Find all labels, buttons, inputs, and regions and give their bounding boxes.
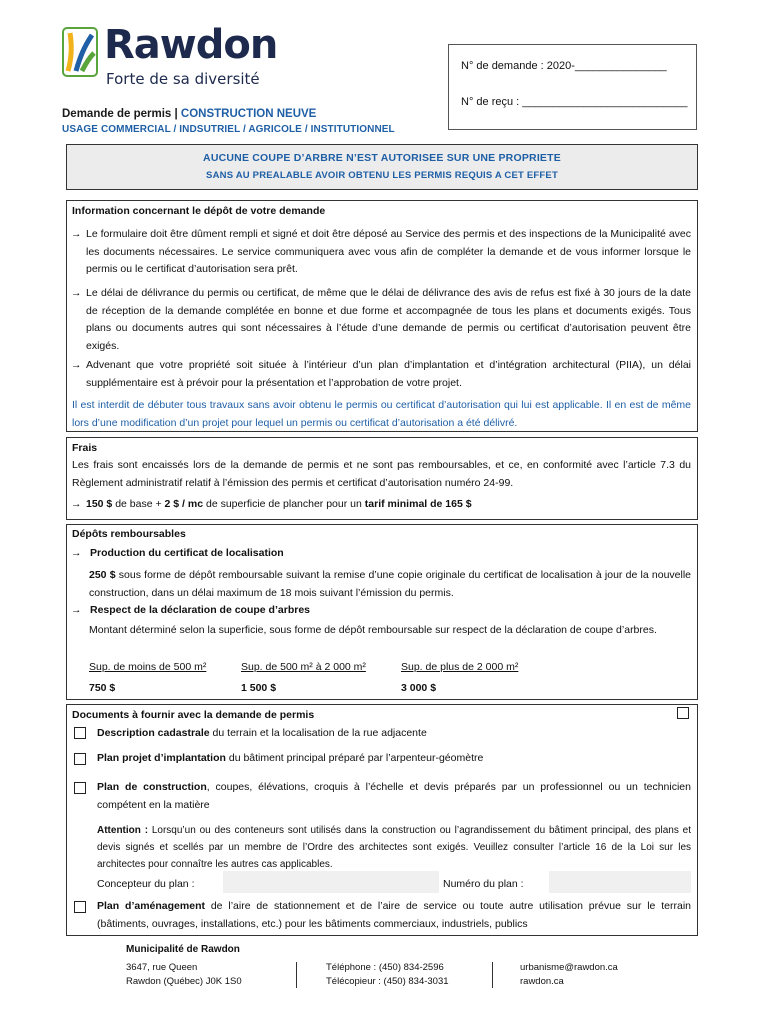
- deposits-section: [66, 524, 698, 700]
- tier-2-amount: 1 500 $: [241, 682, 277, 694]
- tier-2-label: Sup. de 500 m² à 2 000 m²: [241, 661, 366, 673]
- rawdon-logo-icon: [62, 27, 98, 77]
- doc-3-checkbox[interactable]: [74, 782, 86, 794]
- footer-contact: [520, 961, 618, 989]
- fees-section: [66, 437, 698, 520]
- info-section: [66, 200, 698, 432]
- designer-label: Concepteur du plan :: [97, 878, 195, 890]
- tier-3-label: Sup. de plus de 2 000 m²: [401, 661, 519, 673]
- logo-tagline: Forte de sa diversité: [106, 70, 260, 88]
- fees-heading: Frais: [72, 442, 98, 454]
- doc-1-checkbox[interactable]: [74, 727, 86, 739]
- tree-cutting-banner: AUCUNE COUPE D’ARBRE N’EST AUTORISEE SUR UNE PROPRIETE SANS AU PREALABLE AVOIR OBTENU LES PERMIS REQUIS A CET EFFET: [66, 144, 698, 190]
- footer-divider-1: [296, 962, 297, 988]
- doc-2-checkbox[interactable]: [74, 753, 86, 765]
- footer-website[interactable]: rawdon.ca: [520, 976, 564, 987]
- info-bullet-3: → Advenant que votre propriété soit située à l’intérieur d’un plan d’implantation et d’intégration architectural (PIIA), un délai supplémentaire est à prévoir pour la présentation et l’approbation de votre projet.: [71, 359, 691, 389]
- info-bullet-2: → Le délai de délivrance du permis ou certificat, de même que le délai de délivrance des avis de refus est fixé à 30 jours de la date de réception de la demande complétée en bonne et due forme et accompagnée de tous les plans et documents exigés. Tous plans ou documents autres qui sont nécessaires à l’étude d’une demande de permis ou certificat d’autorisation peuvent être exigés.: [71, 287, 691, 352]
- deposit-item-1-title: → Production du certificat de localisation: [71, 547, 284, 559]
- tier-1-amount: 750 $: [89, 682, 116, 694]
- info-heading: Information concernant le dépôt de votre demande: [72, 205, 326, 217]
- plan-number-input[interactable]: [549, 871, 691, 893]
- footer-email[interactable]: urbanisme@rawdon.ca: [520, 962, 618, 973]
- doc-4-checkbox[interactable]: [74, 901, 86, 913]
- deposits-heading: Dépôts remboursables: [72, 528, 186, 540]
- plan-number-label: Numéro du plan :: [443, 878, 524, 890]
- documents-section: [66, 704, 698, 936]
- deposit-item-1-text: 250 $ sous forme de dépôt remboursable suivant la remise d’une copie originale du certificat de localisation à jour de la nouvelle construction, dans un délai maximum de 18 mois suivant l’émission du permis.: [89, 569, 691, 599]
- doc-2-text: Plan projet d’implantation du bâtiment principal préparé par l’arpenteur-géomètre: [97, 752, 484, 764]
- tier-3-amount: 3 000 $: [401, 682, 437, 694]
- attention-note: Attention : Lorsqu’un ou des conteneurs sont utilisés dans la construction ou l’agrandissement du bâtiment principal, des plans et devis signés et scellés par un membre de l’Ordre des architectes sont exigés. Veuillez consulter l’article 16 de la Loi sur les architectes pour connaître les autres cas applicables.: [97, 825, 691, 870]
- tier-1-label: Sup. de moins de 500 m²: [89, 661, 207, 673]
- footer-phones: Téléphone : (450) 834-2596 Télécopieur : (450) 834-3031: [326, 962, 449, 987]
- form-title: Demande de permis | CONSTRUCTION NEUVE: [62, 108, 317, 120]
- footer-divider-2: [492, 962, 493, 988]
- form-subtitle: USAGE COMMERCIAL / INDSUTRIEL / AGRICOLE / INSTITUTIONNEL: [62, 124, 395, 135]
- documents-heading: Documents à fournir avec la demande de permis: [72, 709, 315, 721]
- form-type: CONSTRUCTION NEUVE: [180, 108, 317, 120]
- footer-address: 3647, rue Queen Rawdon (Québec) J0K 1S0: [126, 962, 242, 987]
- info-bullet-1: → Le formulaire doit être dûment rempli et signé et doit être déposé au Service des permis et des inspections de la Municipalité avec les documents nécessaires. Le service communiquera avec vous afin de compléter la demande et de vous informer lorsque le permis ou le certificat d’autorisation sera prêt.: [71, 228, 691, 275]
- footer-municipality: Municipalité de Rawdon: [126, 944, 240, 955]
- deposit-item-2-text: Montant déterminé selon la superficie, sous forme de dépôt remboursable sur respect de la déclaration de coupe d’arbres.: [89, 624, 657, 636]
- receipt-number-field[interactable]: N° de reçu : ___________________________: [461, 96, 688, 108]
- doc-1-text: Description cadastrale du terrain et la localisation de la rue adjacente: [97, 727, 427, 739]
- fees-text: Les frais sont encaissés lors de la demande de permis et ne sont pas remboursables, et ce, en conformité avec l’article 7.3 du Règlement administratif relatif à l’émission des permis et certificat d’autorisation numéro 24-99.: [72, 459, 691, 489]
- deposit-item-2-title: → Respect de la déclaration de coupe d’arbres: [71, 604, 310, 616]
- documents-checkbox[interactable]: [677, 707, 689, 719]
- request-number-box: [448, 44, 697, 130]
- doc-3-text: Plan de construction, coupes, élévations, croquis à l’échelle et devis préparés par un professionnel ou un technicien compétent en la matière: [97, 781, 691, 811]
- request-number-field[interactable]: N° de demande : 2020-_______________: [461, 60, 667, 72]
- logo-wordmark: Rawdon: [104, 22, 278, 68]
- designer-input[interactable]: [223, 871, 439, 893]
- info-warning: Il est interdit de débuter tous travaux sans avoir obtenu le permis ou certificat d’autorisation qui lui est applicable. Il en est de même lors d’une modification d’un projet pour lequel un permis ou certificat d’autorisation a été délivré.: [72, 399, 691, 429]
- doc-4-text: Plan d’aménagement de l’aire de stationnement et de l’aire de service ou toute autre utilisation prévue sur le terrain (bâtiments, ouvrages, installations, etc.) pour les bâtiments commerciaux, industriels, publics: [97, 900, 692, 930]
- fees-rate: → 150 $ de base + 2 $ / mc de superficie de plancher pour un tarif minimal de 165 $: [71, 498, 472, 510]
